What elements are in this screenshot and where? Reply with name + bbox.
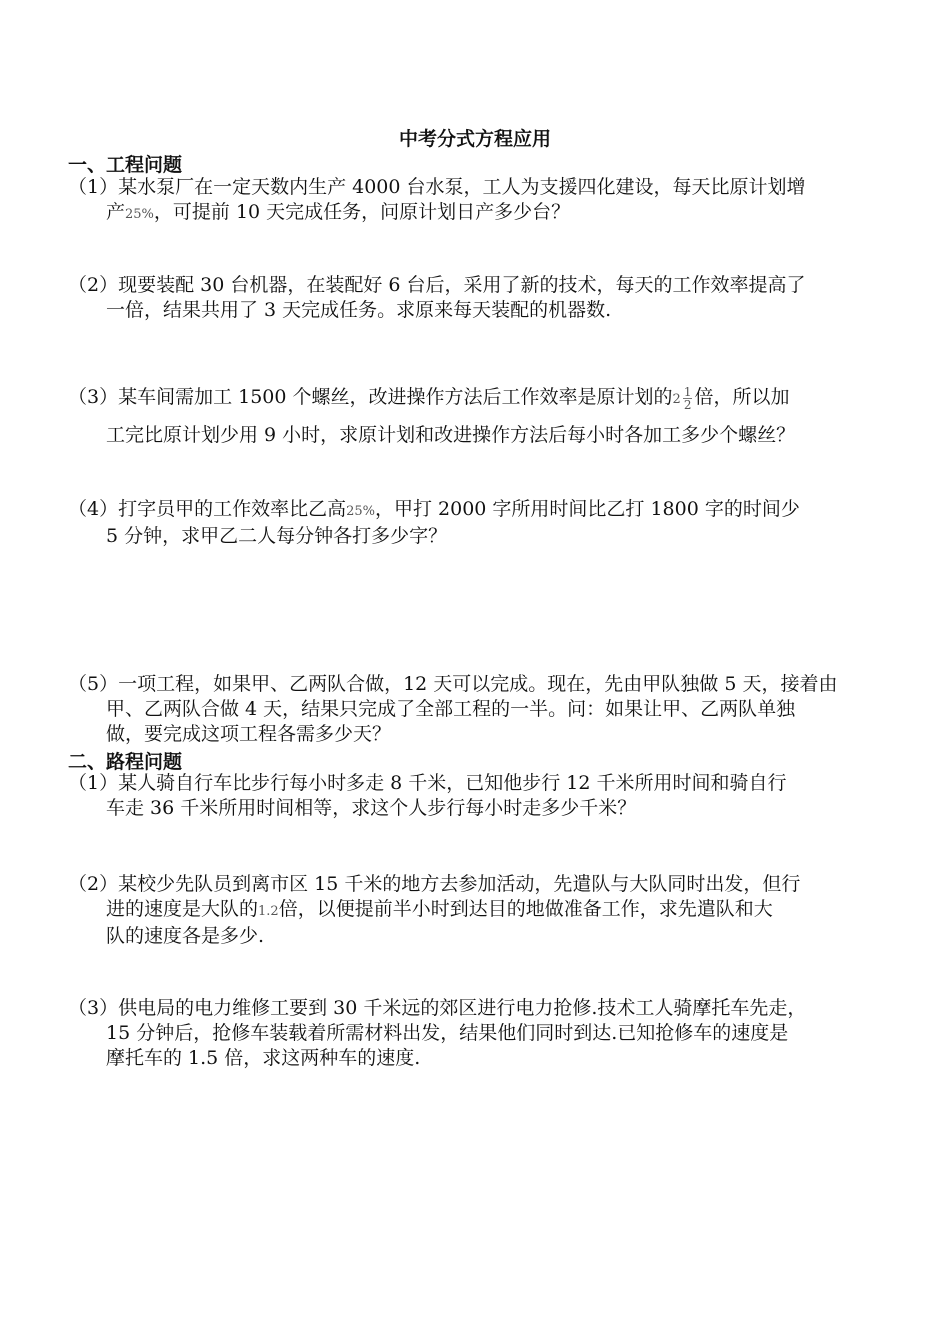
travel-problem-2	[68, 872, 888, 949]
travel-problem-3	[68, 996, 888, 1071]
problem-line: 做，要完成这项工程各需多少天？	[106, 723, 392, 745]
problem-line: （1）某人骑自行车比步行每小时多走 8 千米，已知他步行 12 千米所用时间和骑自行	[68, 772, 787, 794]
page-title: 中考分式方程应用	[398, 128, 551, 150]
multiplier-value: 1.2	[258, 904, 279, 919]
problem-line	[68, 200, 888, 227]
fraction-denominator: 2	[683, 397, 692, 412]
problem-line: （5）一项工程，如果甲、乙两队合做，12 天可以完成。现在，先由甲队独做 5 天，接着由	[68, 673, 838, 695]
text: ，甲打 2000 字所用时间比乙打 1800 字的时间少	[375, 498, 800, 520]
work-problem-3	[68, 380, 888, 448]
problem-line: 15 分钟后，抢修车装载着所需材料出发，结果他们同时到达.已知抢修车的速度是	[106, 1022, 789, 1044]
text: 倍，所以加	[694, 386, 790, 408]
problem-line	[68, 497, 888, 524]
fraction	[683, 386, 693, 411]
problem-line: 甲、乙两队合做 4 天，结果只完成了全部工程的一半。问：如果让甲、乙两队单独	[106, 698, 796, 720]
problem-line: （3）供电局的电力维修工要到 30 千米远的郊区进行电力抢修.技术工人骑摩托车先走，	[68, 997, 807, 1019]
problem-line: 车走 36 千米所用时间相等，求这个人步行每小时走多少千米？	[106, 797, 637, 819]
problem-line: 一倍，结果共用了 3 天完成任务。求原来每天装配的机器数.	[106, 299, 612, 321]
problem-line: （1）某水泵厂在一定天数内生产 4000 台水泵，工人为支援四化建设，每天比原计划增	[68, 176, 806, 198]
fraction-numerator: 1	[683, 384, 692, 399]
work-problem-5	[68, 672, 888, 747]
percent-value: 25%	[125, 207, 154, 222]
section-heading-travel: 二、路程问题	[68, 751, 183, 773]
work-problem-4	[68, 497, 888, 549]
problem-line: （2）现要装配 30 台机器，在装配好 6 台后，采用了新的技术，每天的工作效率提高了	[68, 274, 806, 296]
text: （4）打字员甲的工作效率比乙高	[68, 498, 347, 520]
work-problem-1	[68, 175, 888, 227]
mixed-number-whole: 2	[672, 392, 681, 407]
text: 产	[106, 201, 126, 223]
problem-line: （2）某校少先队员到离市区 15 千米的地方去参加活动，先遣队与大队同时出发，但行	[68, 873, 801, 895]
percent-value: 25%	[346, 504, 375, 519]
problem-line	[68, 380, 888, 417]
text: ，可提前 10 天完成任务，问原计划日产多少台？	[153, 201, 571, 223]
problem-line: 5 分钟，求甲乙二人每分钟各打多少字？	[106, 525, 448, 547]
text: （3）某车间需加工 1500 个螺丝，改进操作方法后工作效率是原计划的	[68, 386, 673, 408]
section-heading-work: 一、工程问题	[68, 154, 183, 176]
problem-line: 摩托车的 1.5 倍，求这两种车的速度.	[106, 1047, 421, 1069]
travel-problem-1	[68, 771, 888, 821]
problem-line	[68, 897, 888, 924]
work-problem-2	[68, 273, 888, 323]
problem-line: 队的速度各是多少.	[106, 925, 265, 947]
problem-line: 工完比原计划少用 9 小时，求原计划和改进操作方法后每小时各加工多少个螺丝？	[106, 424, 796, 446]
text: 进的速度是大队的	[106, 898, 259, 920]
text: 倍，以便提前半小时到达目的地做准备工作，求先遣队和大	[278, 898, 773, 920]
